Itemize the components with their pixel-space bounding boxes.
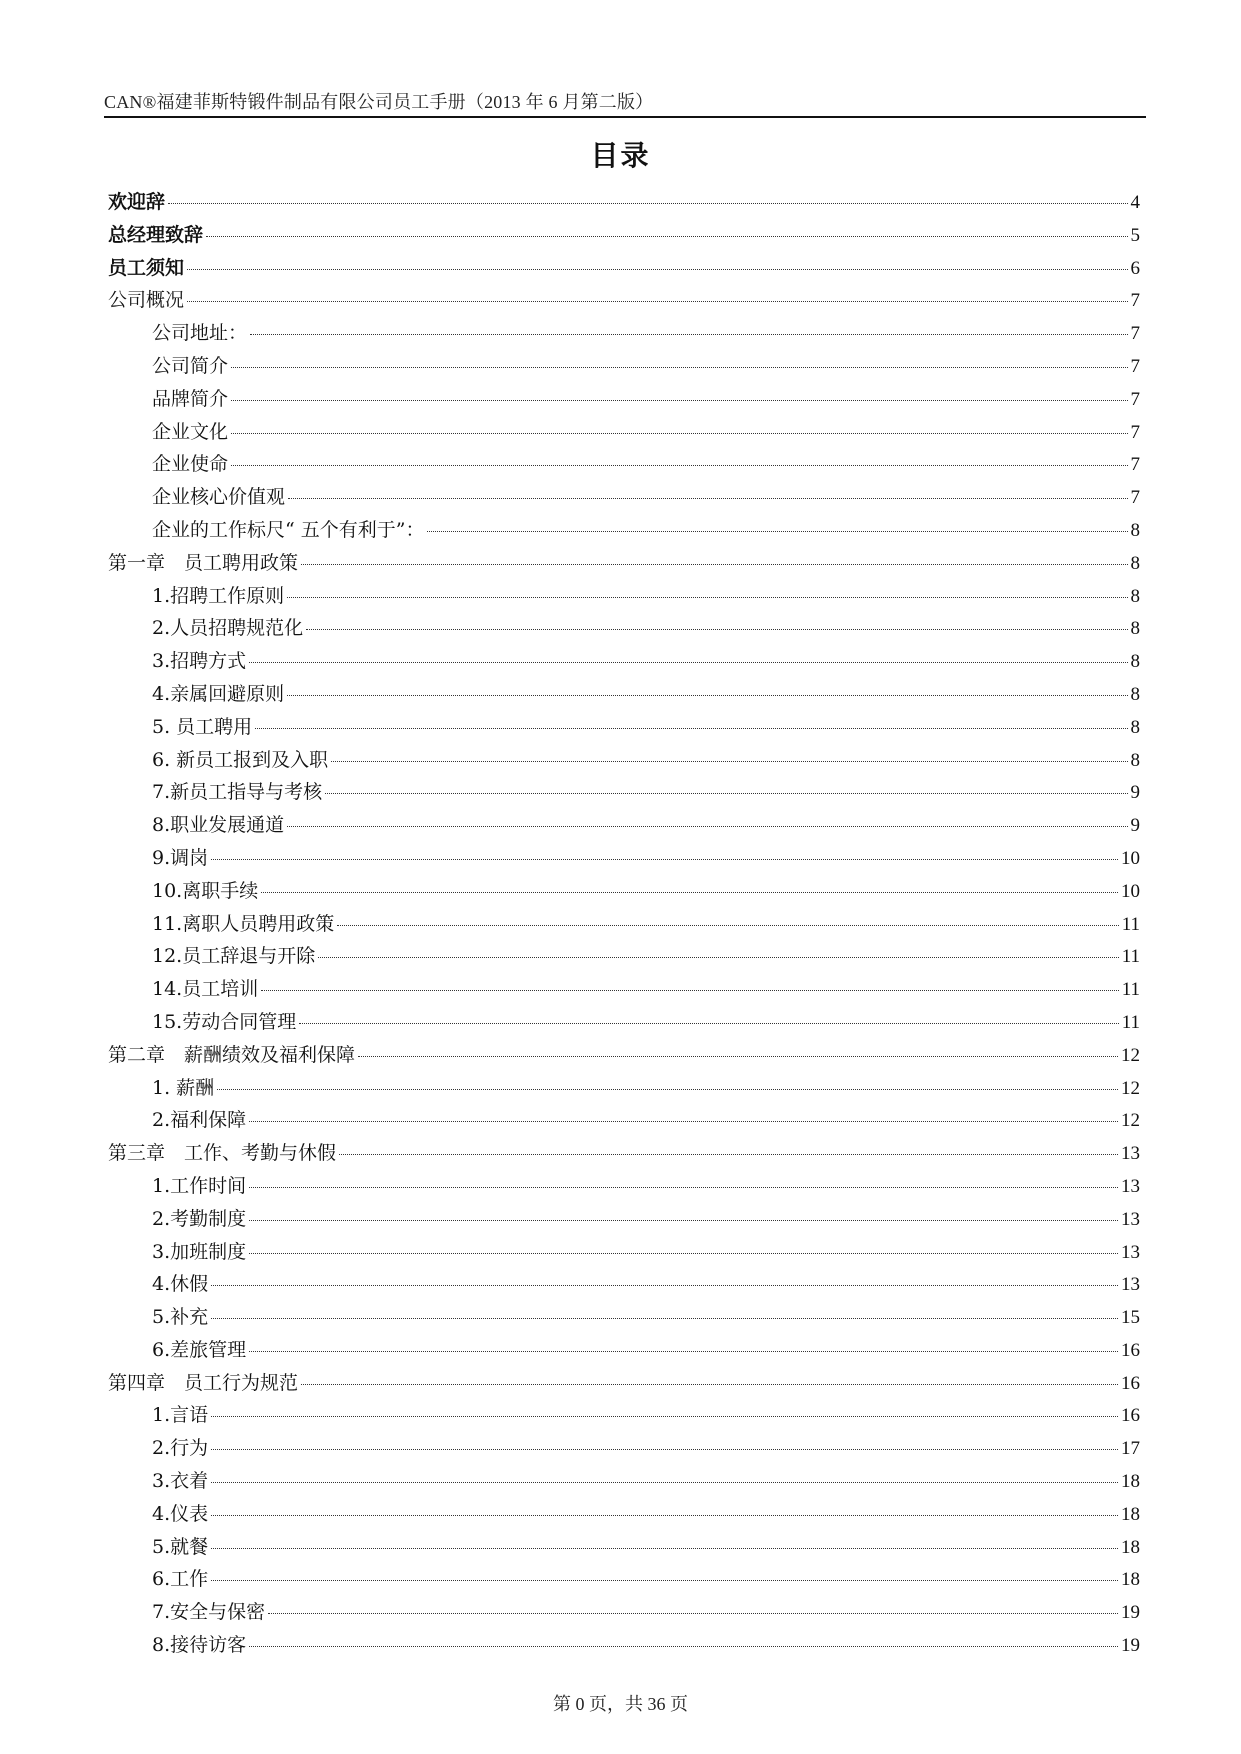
dot-leader: [211, 1449, 1118, 1450]
toc-entry-page-number: 19: [1121, 1635, 1140, 1657]
dot-leader: [287, 695, 1127, 696]
toc-entry-page-number: 19: [1121, 1602, 1140, 1624]
toc-entry-label: 12.员工辞退与开除: [152, 945, 316, 968]
table-of-contents: [108, 186, 1140, 1662]
toc-entry-page-number: 18: [1121, 1471, 1140, 1493]
dot-leader: [217, 1089, 1118, 1090]
toc-entry[interactable]: [108, 1301, 1140, 1334]
toc-entry-page-number: 16: [1121, 1372, 1140, 1394]
toc-entry-page-number: 7: [1130, 421, 1140, 443]
toc-entry[interactable]: [108, 514, 1140, 547]
dot-leader: [249, 1121, 1118, 1122]
dot-leader: [301, 564, 1127, 565]
toc-entry-page-number: 13: [1121, 1208, 1140, 1230]
dot-leader: [331, 761, 1127, 762]
toc-entry[interactable]: [108, 580, 1140, 613]
toc-entry-label: 1. 薪酬: [152, 1076, 215, 1099]
toc-entry-page-number: 7: [1130, 323, 1140, 345]
dot-leader: [187, 301, 1127, 302]
toc-entry-label: 8.职业发展通道: [152, 814, 285, 837]
dot-leader: [249, 1187, 1118, 1188]
toc-entry-label: 4.亲属回避原则: [152, 682, 285, 705]
toc-entry-page-number: 16: [1121, 1339, 1140, 1361]
toc-entry-label: 公司概况: [108, 289, 185, 312]
toc-entry-label: 4.仪表: [152, 1502, 209, 1525]
toc-entry[interactable]: [108, 1563, 1140, 1596]
toc-entry-page-number: 12: [1121, 1044, 1140, 1066]
toc-entry-page-number: 11: [1121, 979, 1140, 1001]
toc-entry-label: 品牌简介: [152, 387, 229, 410]
dot-leader: [287, 826, 1127, 827]
toc-entry-label: 2.行为: [152, 1437, 209, 1460]
toc-entry[interactable]: [108, 1432, 1140, 1465]
toc-entry-page-number: 12: [1121, 1077, 1140, 1099]
toc-entry[interactable]: [108, 1399, 1140, 1432]
header-divider: [104, 116, 1146, 118]
dot-leader: [261, 990, 1118, 991]
dot-leader: [168, 203, 1127, 204]
dot-leader: [211, 1580, 1118, 1581]
toc-entry[interactable]: [108, 908, 1140, 941]
toc-entry-page-number: 10: [1121, 847, 1140, 869]
toc-entry[interactable]: [108, 809, 1140, 842]
toc-entry[interactable]: [108, 973, 1140, 1006]
running-header: CAN®福建菲斯特锻件制品有限公司员工手册（2013 年 6 月第二版）: [104, 92, 654, 112]
toc-entry[interactable]: [108, 448, 1140, 481]
page-footer: 第 0 页，共 36 页: [553, 1694, 688, 1714]
toc-entry[interactable]: [108, 1236, 1140, 1269]
toc-entry[interactable]: [108, 284, 1140, 317]
toc-entry-page-number: 7: [1130, 290, 1140, 312]
toc-entry-page-number: 18: [1121, 1536, 1140, 1558]
dot-leader: [325, 793, 1127, 794]
toc-entry-page-number: 11: [1121, 913, 1140, 935]
dot-leader: [250, 334, 1127, 335]
dot-leader: [268, 1613, 1118, 1614]
toc-entry[interactable]: [108, 776, 1140, 809]
toc-entry[interactable]: [108, 1170, 1140, 1203]
toc-entry-label: 5.就餐: [152, 1535, 209, 1558]
toc-entry[interactable]: [108, 1498, 1140, 1531]
dot-leader: [249, 1253, 1118, 1254]
toc-entry-label: 公司简介: [152, 354, 229, 377]
toc-entry-label: 7.新员工指导与考核: [152, 781, 323, 804]
toc-entry[interactable]: [108, 1268, 1140, 1301]
toc-entry-label: 5. 员工聘用: [152, 715, 253, 738]
toc-entry[interactable]: [108, 1629, 1140, 1662]
toc-entry[interactable]: [108, 1039, 1140, 1072]
toc-entry[interactable]: [108, 1072, 1140, 1105]
toc-entry-label: 10.离职手续: [152, 879, 259, 902]
toc-entry[interactable]: [108, 711, 1140, 744]
toc-entry-label: 第三章 工作、考勤与休假: [108, 1142, 337, 1165]
toc-entry[interactable]: [108, 1203, 1140, 1236]
toc-entry[interactable]: [108, 744, 1140, 777]
toc-entry-label: 2.福利保障: [152, 1109, 247, 1132]
toc-entry-page-number: 16: [1121, 1405, 1140, 1427]
toc-entry[interactable]: [108, 1104, 1140, 1137]
toc-entry-label: 1.招聘工作原则: [152, 584, 285, 607]
toc-entry-page-number: 13: [1121, 1175, 1140, 1197]
toc-entry-label: 企业使命: [152, 453, 229, 476]
toc-entry[interactable]: [108, 1334, 1140, 1367]
dot-leader: [255, 728, 1127, 729]
toc-entry-label: 6.工作: [152, 1568, 209, 1591]
toc-entry[interactable]: [108, 547, 1140, 580]
toc-entry[interactable]: [108, 252, 1140, 285]
toc-entry-page-number: 11: [1121, 946, 1140, 968]
dot-leader: [249, 662, 1127, 663]
dot-leader: [299, 1023, 1118, 1024]
toc-entry-page-number: 12: [1121, 1110, 1140, 1132]
toc-entry-label: 欢迎辞: [108, 191, 166, 213]
toc-entry-label: 6. 新员工报到及入职: [152, 748, 329, 771]
dot-leader: [249, 1220, 1118, 1221]
dot-leader: [358, 1056, 1118, 1057]
toc-entry-page-number: 7: [1130, 355, 1140, 377]
toc-entry[interactable]: [108, 481, 1140, 514]
toc-entry-label: 6.差旅管理: [152, 1338, 247, 1361]
toc-entry-page-number: 7: [1130, 487, 1140, 509]
toc-entry-page-number: 13: [1121, 1241, 1140, 1263]
toc-entry[interactable]: [108, 1006, 1140, 1039]
toc-entry-label: 8.接待访客: [152, 1634, 247, 1657]
dot-leader: [337, 925, 1118, 926]
dot-leader: [249, 1351, 1118, 1352]
dot-leader: [261, 892, 1118, 893]
toc-entry-label: 1.言语: [152, 1404, 209, 1427]
toc-entry[interactable]: [108, 350, 1140, 383]
toc-entry[interactable]: [108, 1137, 1140, 1170]
toc-entry-label: 15.劳动合同管理: [152, 1010, 297, 1033]
dot-leader: [231, 433, 1127, 434]
toc-entry-page-number: 6: [1130, 257, 1140, 279]
toc-entry[interactable]: [108, 416, 1140, 449]
toc-entry-label: 企业的工作标尺“ 五个有利于”：: [152, 518, 425, 541]
dot-leader: [206, 236, 1127, 237]
toc-entry-page-number: 13: [1121, 1274, 1140, 1296]
dot-leader: [211, 1318, 1118, 1319]
toc-entry[interactable]: [108, 186, 1140, 219]
page-title: 目录: [590, 139, 651, 172]
toc-entry-label: 5.补充: [152, 1306, 209, 1329]
toc-entry-page-number: 10: [1121, 880, 1140, 902]
toc-entry-page-number: 8: [1130, 749, 1140, 771]
toc-entry-page-number: 18: [1121, 1503, 1140, 1525]
dot-leader: [231, 367, 1127, 368]
toc-entry-page-number: 9: [1130, 782, 1140, 804]
toc-entry[interactable]: [108, 612, 1140, 645]
dot-leader: [211, 1416, 1118, 1417]
dot-leader: [287, 597, 1127, 598]
toc-entry-page-number: 5: [1130, 224, 1140, 246]
toc-entry[interactable]: [108, 1465, 1140, 1498]
toc-entry-page-number: 13: [1121, 1143, 1140, 1165]
toc-entry-label: 9.调岗: [152, 846, 209, 869]
toc-entry-page-number: 9: [1130, 815, 1140, 837]
dot-leader: [288, 498, 1127, 499]
dot-leader: [187, 269, 1127, 270]
toc-entry-page-number: 8: [1130, 552, 1140, 574]
toc-entry[interactable]: [108, 219, 1140, 252]
dot-leader: [301, 1384, 1118, 1385]
toc-entry-page-number: 8: [1130, 683, 1140, 705]
toc-entry-label: 11.离职人员聘用政策: [152, 912, 335, 935]
toc-entry-label: 企业文化: [152, 420, 229, 443]
dot-leader: [211, 1515, 1118, 1516]
toc-entry[interactable]: [108, 1367, 1140, 1400]
toc-entry-page-number: 11: [1121, 1011, 1140, 1033]
toc-entry-label: 2.人员招聘规范化: [152, 617, 304, 640]
toc-entry-page-number: 17: [1121, 1438, 1140, 1460]
toc-entry-label: 1.工作时间: [152, 1174, 247, 1197]
toc-entry-label: 4.休假: [152, 1273, 209, 1296]
dot-leader: [306, 629, 1127, 630]
toc-entry[interactable]: [108, 678, 1140, 711]
toc-entry-page-number: 4: [1130, 192, 1140, 213]
toc-entry-page-number: 8: [1130, 519, 1140, 541]
toc-entry-label: 第四章 员工行为规范: [108, 1371, 299, 1394]
toc-entry-page-number: 8: [1130, 585, 1140, 607]
toc-entry-label: 第一章 员工聘用政策: [108, 551, 299, 574]
toc-entry[interactable]: [108, 940, 1140, 973]
toc-entry[interactable]: [108, 645, 1140, 678]
dot-leader: [249, 1646, 1118, 1647]
toc-entry-label: 3.加班制度: [152, 1240, 247, 1263]
dot-leader: [211, 1482, 1118, 1483]
toc-entry-label: 总经理致辞: [108, 223, 204, 246]
toc-entry-label: 企业核心价值观: [152, 486, 286, 509]
toc-entry[interactable]: [108, 842, 1140, 875]
toc-entry-page-number: 15: [1121, 1307, 1140, 1329]
toc-entry-label: 员工须知: [108, 256, 185, 279]
dot-leader: [339, 1154, 1118, 1155]
toc-entry-label: 公司地址：: [152, 322, 248, 345]
toc-entry[interactable]: [108, 383, 1140, 416]
toc-entry[interactable]: [108, 875, 1140, 908]
toc-entry[interactable]: [108, 1596, 1140, 1629]
toc-entry-page-number: 8: [1130, 651, 1140, 673]
toc-entry[interactable]: [108, 317, 1140, 350]
toc-entry[interactable]: [108, 1531, 1140, 1564]
toc-entry-page-number: 7: [1130, 388, 1140, 410]
toc-entry-label: 第二章 薪酬绩效及福利保障: [108, 1043, 356, 1066]
toc-entry-label: 3.招聘方式: [152, 650, 247, 673]
dot-leader: [318, 957, 1118, 958]
toc-entry-page-number: 8: [1130, 618, 1140, 640]
dot-leader: [427, 531, 1127, 532]
dot-leader: [231, 465, 1127, 466]
toc-entry-label: 3.衣着: [152, 1470, 209, 1493]
dot-leader: [231, 400, 1127, 401]
dot-leader: [211, 1548, 1118, 1549]
dot-leader: [211, 859, 1118, 860]
toc-entry-page-number: 7: [1130, 454, 1140, 476]
toc-entry-label: 7.安全与保密: [152, 1601, 266, 1624]
toc-entry-label: 14.员工培训: [152, 978, 259, 1001]
dot-leader: [211, 1285, 1118, 1286]
toc-entry-page-number: 18: [1121, 1569, 1140, 1591]
toc-entry-page-number: 8: [1130, 716, 1140, 738]
toc-entry-label: 2.考勤制度: [152, 1207, 247, 1230]
